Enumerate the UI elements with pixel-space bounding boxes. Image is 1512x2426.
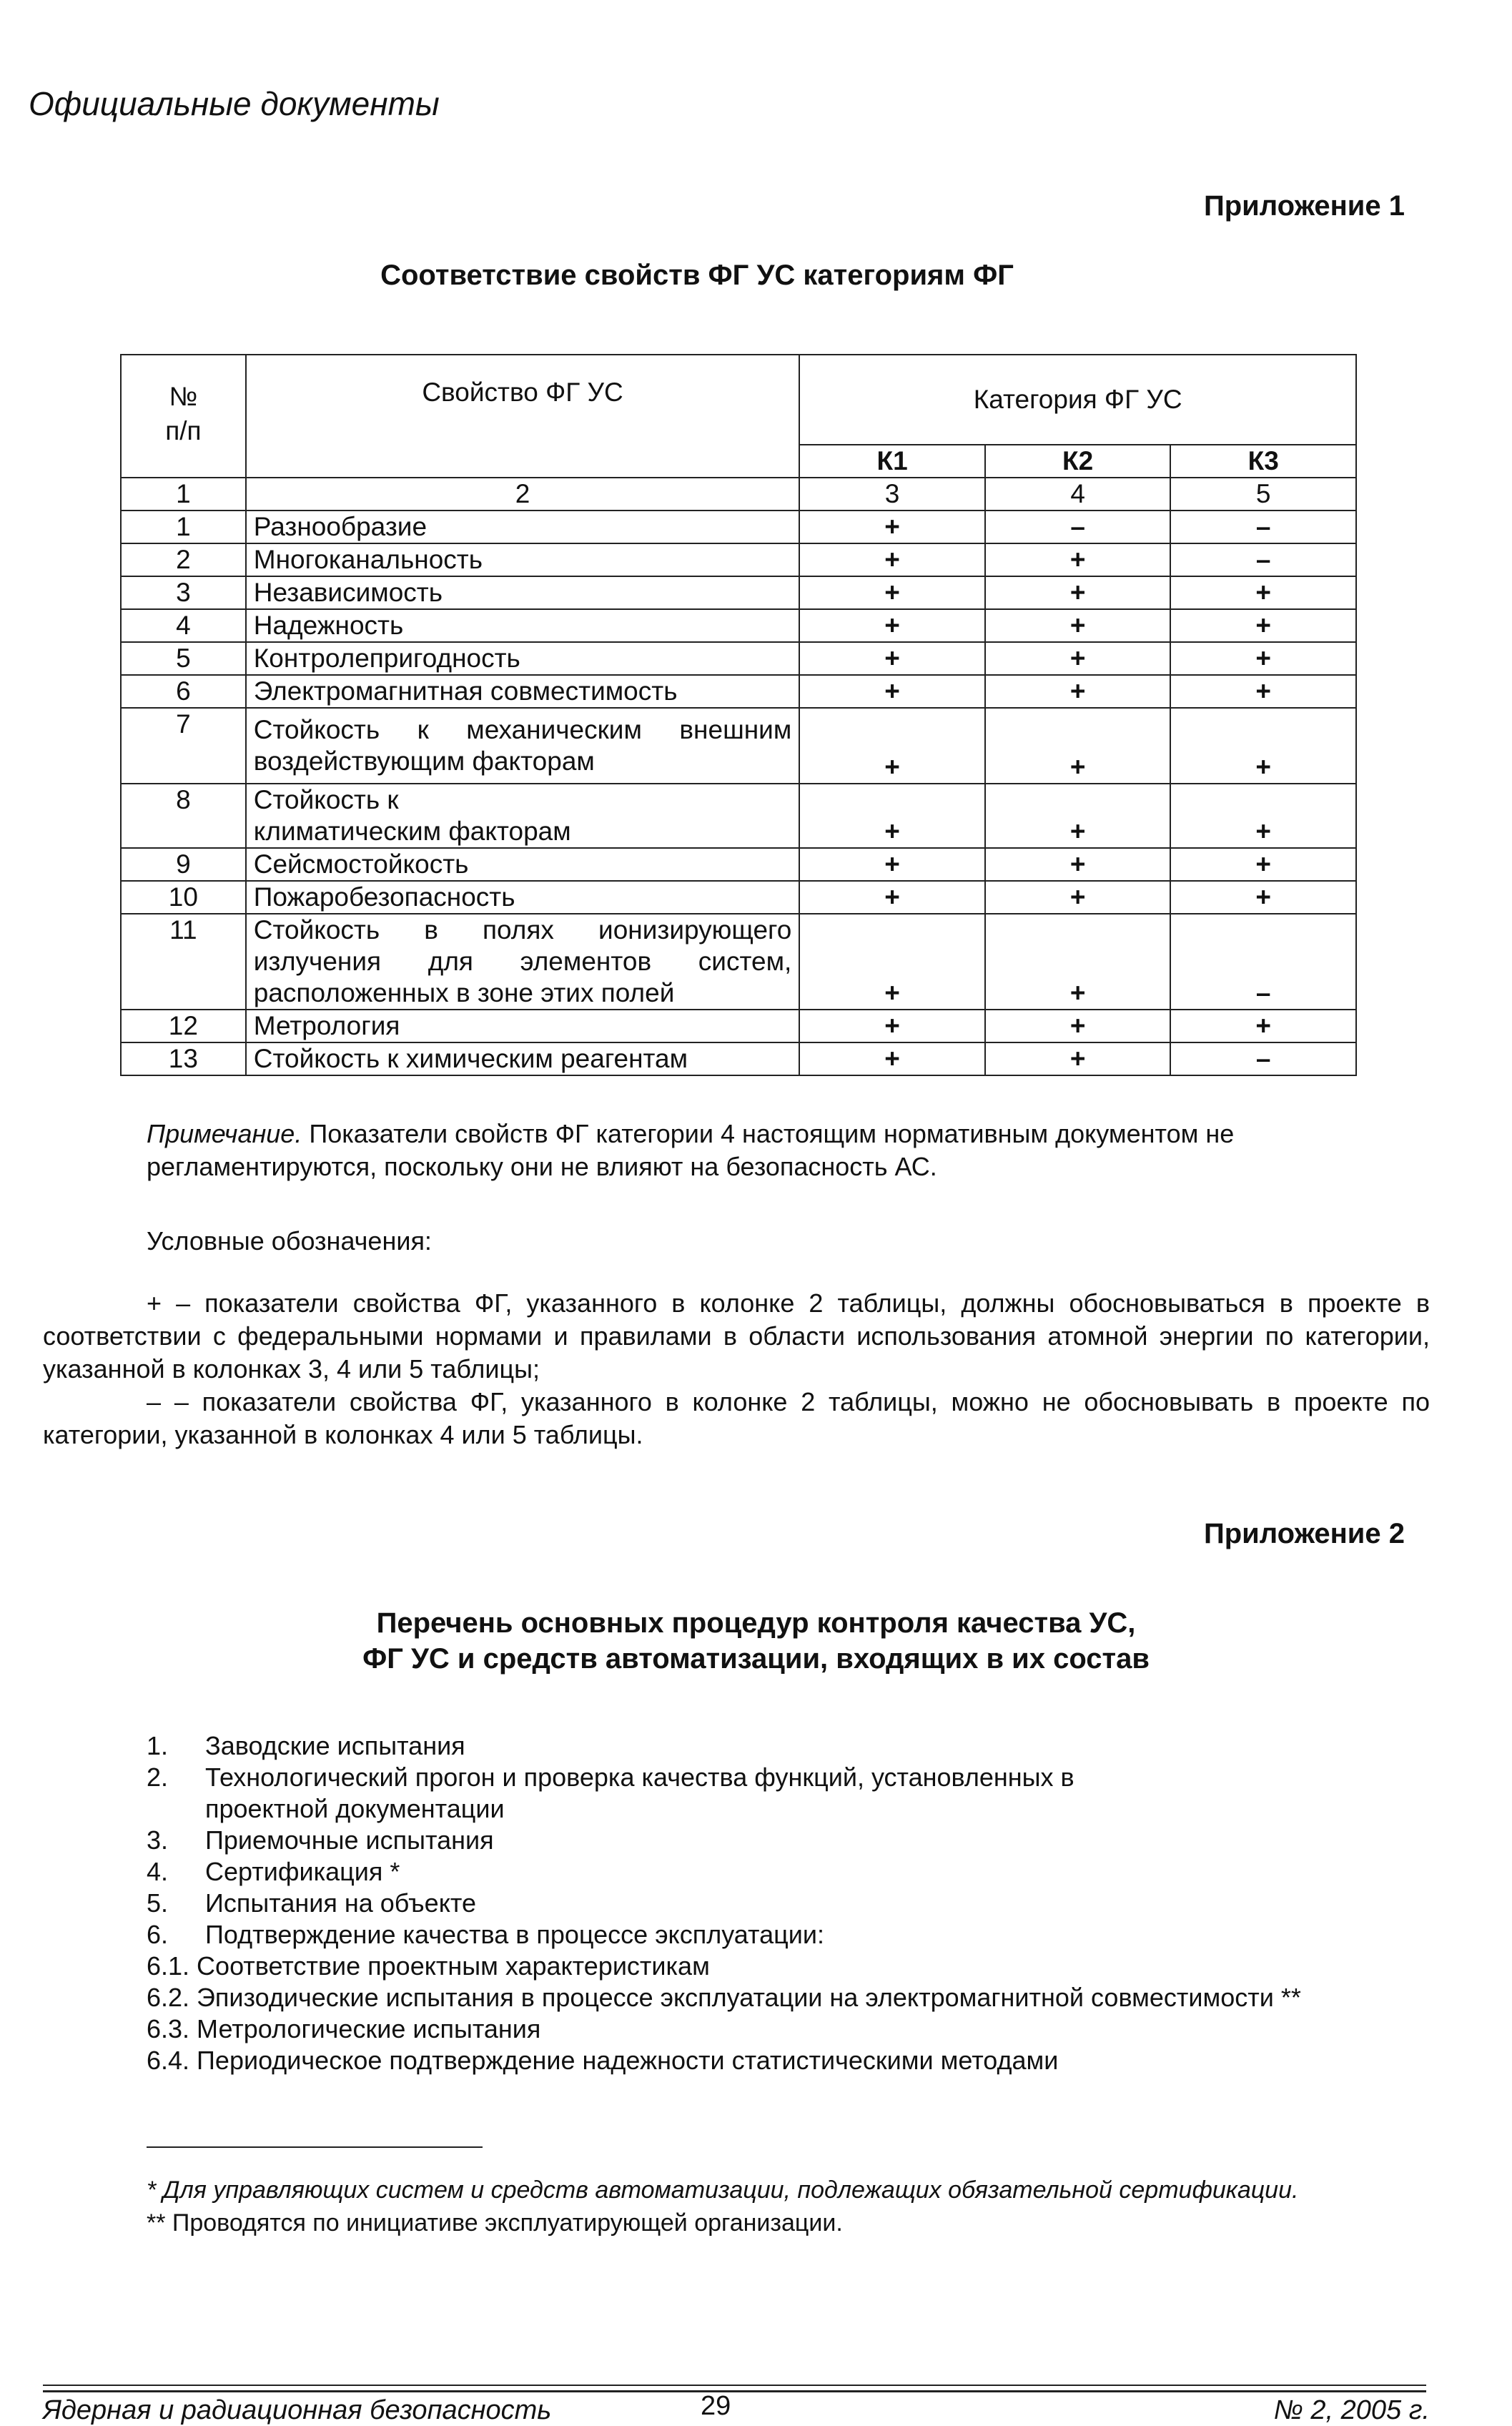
row-k2: + bbox=[985, 609, 1171, 642]
row-k1: + bbox=[799, 1010, 985, 1042]
row-no: 3 bbox=[121, 576, 246, 609]
row-k2: + bbox=[985, 543, 1171, 576]
col-k3-header: К3 bbox=[1170, 445, 1356, 478]
table-row bbox=[121, 881, 1356, 914]
list-item bbox=[147, 1951, 1419, 1982]
legend-minus: – – показатели свойства ФГ, указанного в колонке 2 таблицы, можно не обосновывать в проекте по категории, указанной в колонках 4 или 5 таблицы. bbox=[43, 1387, 1430, 1449]
row-k3: – bbox=[1170, 1042, 1356, 1075]
list-item-text: Сертификация * bbox=[205, 1857, 400, 1886]
row-k3: – bbox=[1170, 511, 1356, 543]
list-item-text: Испытания на объекте bbox=[205, 1888, 476, 1918]
table-row bbox=[121, 675, 1356, 708]
row-k1: + bbox=[799, 784, 985, 848]
category-table bbox=[120, 354, 1357, 1076]
appendix-2-title bbox=[0, 1605, 1512, 1677]
list-item-number: 6.3. bbox=[147, 2014, 190, 2043]
list-item-number: 3. bbox=[147, 1825, 169, 1855]
row-k2: + bbox=[985, 642, 1171, 675]
table-row bbox=[121, 708, 1356, 784]
legend-plus: + – показатели свойства ФГ, указанного в колонке 2 таблицы, должны обосновываться в проекте в соответствии с федеральными нормами и правилами в области использования атомной энергии по категории, указанной в колонках 3, 4 или 5 таблицы; bbox=[43, 1288, 1430, 1384]
list-item-text: Эпизодические испытания в процессе эксплуатации на электромагнитной совместимости ** bbox=[197, 1983, 1301, 2012]
row-k2: + bbox=[985, 784, 1171, 848]
row-no: 12 bbox=[121, 1010, 246, 1042]
col-category-header: Категория ФГ УС bbox=[799, 355, 1356, 445]
row-property: Стойкость к химическим реагентам bbox=[246, 1042, 800, 1075]
numbering-cell: 2 bbox=[246, 478, 800, 511]
list-item-text: Технологический прогон и проверка качества функций, установленных в проектной документации bbox=[205, 1762, 1074, 1823]
row-no: 10 bbox=[121, 881, 246, 914]
table-row bbox=[121, 1010, 1356, 1042]
list-item-text: Метрологические испытания bbox=[197, 2014, 541, 2043]
note-label: Примечание. bbox=[147, 1119, 302, 1148]
table-row bbox=[121, 609, 1356, 642]
row-no: 4 bbox=[121, 609, 246, 642]
table-row bbox=[121, 642, 1356, 675]
table-numbering-row bbox=[121, 478, 1356, 511]
numbering-cell: 3 bbox=[799, 478, 985, 511]
list-item-text: Заводские испытания bbox=[205, 1731, 465, 1760]
list-item-number: 2. bbox=[147, 1762, 169, 1792]
list-item-number: 4. bbox=[147, 1857, 169, 1886]
row-property: Независимость bbox=[246, 576, 800, 609]
table-row bbox=[121, 511, 1356, 543]
row-property: Надежность bbox=[246, 609, 800, 642]
list-item-text: Периодическое подтверждение надежности статистическими методами bbox=[197, 2046, 1059, 2075]
row-k2: + bbox=[985, 675, 1171, 708]
row-k2: + bbox=[985, 914, 1171, 1010]
table-row bbox=[121, 784, 1356, 848]
row-no: 5 bbox=[121, 642, 246, 675]
row-k1: + bbox=[799, 642, 985, 675]
list-item bbox=[147, 1982, 1419, 2013]
row-k2: + bbox=[985, 1042, 1171, 1075]
row-k3: + bbox=[1170, 784, 1356, 848]
page-number: 29 bbox=[701, 2391, 731, 2421]
row-property: Стойкость в полях ионизирующего излучения для элементов систем, расположенных в зоне этих полей bbox=[246, 914, 800, 1010]
table-row bbox=[121, 1042, 1356, 1075]
col-property-header: Свойство ФГ УС bbox=[246, 355, 800, 478]
table-row bbox=[121, 576, 1356, 609]
list-item bbox=[147, 1919, 1419, 1951]
row-property: Пожаробезопасность bbox=[246, 881, 800, 914]
appendix-1-label: Приложение 1 bbox=[1204, 190, 1405, 222]
list-item bbox=[147, 2013, 1419, 2045]
row-k2: + bbox=[985, 708, 1171, 784]
row-no: 6 bbox=[121, 675, 246, 708]
procedures-list bbox=[147, 1730, 1419, 2076]
row-k3: – bbox=[1170, 914, 1356, 1010]
list-item bbox=[147, 1888, 1419, 1919]
list-item-number: 1. bbox=[147, 1731, 169, 1760]
row-k2: + bbox=[985, 576, 1171, 609]
numbering-cell: 1 bbox=[121, 478, 246, 511]
footer-journal: Ядерная и радиационная безопасность bbox=[43, 2395, 552, 2425]
footnote-1: * Для управляющих систем и средств автоматизации, подлежащих обязательной сертификации. bbox=[147, 2176, 1299, 2204]
row-no: 1 bbox=[121, 511, 246, 543]
row-no: 2 bbox=[121, 543, 246, 576]
list-item bbox=[147, 2045, 1419, 2076]
row-property: Стойкость к климатическим факторам bbox=[246, 784, 800, 848]
row-k1: + bbox=[799, 881, 985, 914]
numbering-cell: 4 bbox=[985, 478, 1171, 511]
col-no-header: № п/п bbox=[121, 355, 246, 478]
list-item bbox=[147, 1825, 1419, 1856]
list-item bbox=[147, 1730, 1419, 1762]
table-row bbox=[121, 914, 1356, 1010]
footer-divider bbox=[43, 2385, 1426, 2386]
list-item-text: Приемочные испытания bbox=[205, 1825, 494, 1855]
row-k1: + bbox=[799, 609, 985, 642]
row-k3: + bbox=[1170, 708, 1356, 784]
row-k3: + bbox=[1170, 642, 1356, 675]
table-note bbox=[147, 1118, 1419, 1183]
row-k3: + bbox=[1170, 848, 1356, 881]
col-k1-header: К1 bbox=[799, 445, 985, 478]
list-item-number: 6.2. bbox=[147, 1983, 190, 2012]
footnote-2: ** Проводятся по инициативе эксплуатирующей организации. bbox=[147, 2209, 843, 2237]
row-k3: + bbox=[1170, 1010, 1356, 1042]
list-item-number: 6.4. bbox=[147, 2046, 190, 2075]
row-k3: + bbox=[1170, 675, 1356, 708]
row-k2: – bbox=[985, 511, 1171, 543]
table-row bbox=[121, 848, 1356, 881]
row-property: Сейсмостойкость bbox=[246, 848, 800, 881]
row-property: Многоканальность bbox=[246, 543, 800, 576]
row-k2: + bbox=[985, 1010, 1171, 1042]
row-no: 11 bbox=[121, 914, 246, 1010]
row-property: Контролепригодность bbox=[246, 642, 800, 675]
row-k3: + bbox=[1170, 576, 1356, 609]
list-item-number: 6.1. bbox=[147, 1951, 190, 1981]
row-k1: + bbox=[799, 708, 985, 784]
list-item bbox=[147, 1762, 1419, 1825]
list-item bbox=[147, 1856, 1419, 1888]
row-property: Метрология bbox=[246, 1010, 800, 1042]
row-no: 13 bbox=[121, 1042, 246, 1075]
row-property: Электромагнитная совместимость bbox=[246, 675, 800, 708]
note-text: Показатели свойств ФГ категории 4 настоящим нормативным документом не регламентируются, поскольку они не влияют на безопасность АС. bbox=[147, 1119, 1235, 1181]
row-no: 9 bbox=[121, 848, 246, 881]
section-header: Официальные документы bbox=[29, 85, 440, 122]
row-k1: + bbox=[799, 675, 985, 708]
table-header-row bbox=[121, 355, 1356, 445]
row-k1: + bbox=[799, 1042, 985, 1075]
appendix-2-label: Приложение 2 bbox=[1204, 1518, 1405, 1549]
appendix-1-title: Соответствие свойств ФГ УС категориям ФГ bbox=[380, 260, 1014, 291]
list-item-text: Соответствие проектным характеристикам bbox=[197, 1951, 710, 1981]
list-item-number: 5. bbox=[147, 1888, 169, 1918]
footnote-divider bbox=[147, 2146, 483, 2148]
row-property: Разнообразие bbox=[246, 511, 800, 543]
row-no: 8 bbox=[121, 784, 246, 848]
row-k3: – bbox=[1170, 543, 1356, 576]
row-no: 7 bbox=[121, 708, 246, 784]
row-k2: + bbox=[985, 881, 1171, 914]
footer-issue: № 2, 2005 г. bbox=[1273, 2395, 1430, 2425]
row-k1: + bbox=[799, 848, 985, 881]
list-item-text: Подтверждение качества в процессе эксплуатации: bbox=[205, 1920, 824, 1949]
row-property: Стойкость к механическим внешним воздействующим факторам bbox=[246, 708, 800, 784]
appendix-2-title-line2: ФГ УС и средств автоматизации, входящих в их состав bbox=[362, 1643, 1150, 1675]
row-k3: + bbox=[1170, 609, 1356, 642]
footer-divider bbox=[43, 2390, 1426, 2392]
legend-title: Условные обозначения: bbox=[147, 1226, 432, 1256]
col-k2-header: К2 bbox=[985, 445, 1171, 478]
row-k1: + bbox=[799, 543, 985, 576]
footnotes bbox=[147, 2174, 1433, 2239]
row-k1: + bbox=[799, 914, 985, 1010]
numbering-cell: 5 bbox=[1170, 478, 1356, 511]
row-k3: + bbox=[1170, 881, 1356, 914]
row-k1: + bbox=[799, 511, 985, 543]
list-item-number: 6. bbox=[147, 1920, 169, 1949]
table-row bbox=[121, 543, 1356, 576]
row-k1: + bbox=[799, 576, 985, 609]
row-k2: + bbox=[985, 848, 1171, 881]
appendix-2-title-line1: Перечень основных процедур контроля качества УС, bbox=[376, 1607, 1136, 1639]
